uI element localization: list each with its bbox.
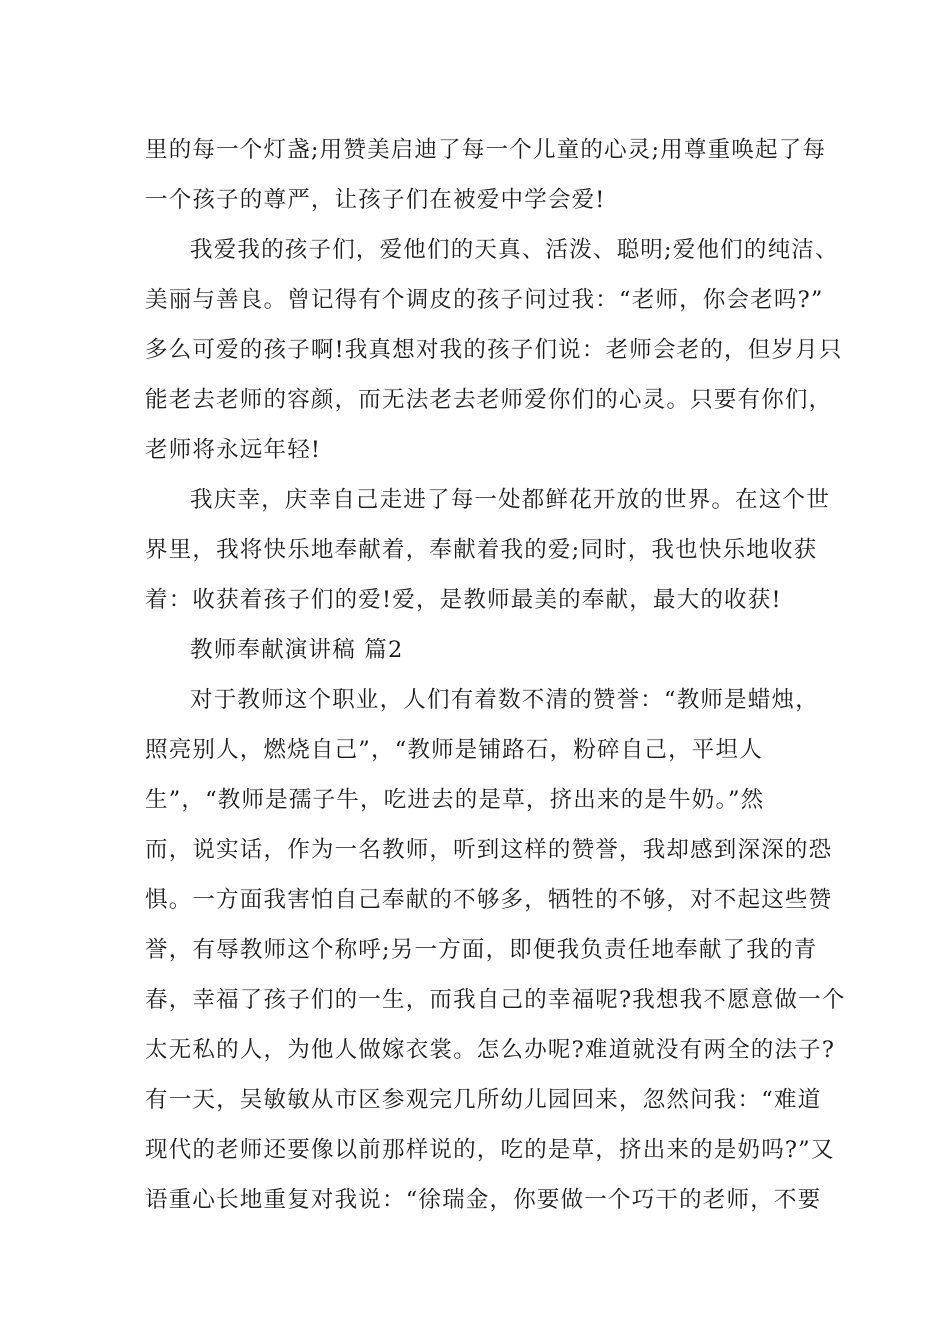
text-line: 里的每一个灯盏;用赞美启迪了每一个儿童的心灵;用尊重唤起了每 [145,137,827,163]
section-heading: 教师奉献演讲稿 篇2 [190,637,404,663]
paragraph-start-line: 我庆幸，庆幸自己走进了每一处都鲜花开放的世界。在这个世 [190,487,830,513]
text-line: 而，说实话，作为一名教师，听到这样的赞誉，我却感到深深的恐 [145,837,833,863]
text-line: 照亮别人，燃烧自己”，“教师是铺路石，粉碎自己，平坦人 [145,737,763,763]
paragraph-start-line: 对于教师这个职业，人们有着数不清的赞誉：“教师是蜡烛， [190,687,819,713]
text-line: 现代的老师还要像以前那样说的，吃的是草，挤出来的是奶吗?”又 [145,1137,835,1163]
text-line: 界里，我将快乐地奉献着，奉献着我的爱;同时，我也快乐地收获 [145,537,818,563]
text-line: 能老去老师的容颜，而无法老去老师爱你们的心灵。只要有你们， [145,387,833,413]
text-line: 老师将永远年轻! [145,437,322,463]
text-line: 着：收获着孩子们的爱!爱，是教师最美的奉献，最大的收获! [145,587,782,613]
text-line: 春，幸福了孩子们的一生，而我自己的幸福呢?我想我不愿意做一个 [145,987,846,1013]
text-line: 有一天，吴敏敏从市区参观完几所幼儿园回来，忽然问我：“难道 [145,1087,822,1113]
text-line: 美丽与善良。曾记得有个调皮的孩子问过我：“老师，你会老吗?” [145,287,824,313]
text-line: 一个孩子的尊严，让孩子们在被爱中学会爱! [145,187,606,213]
paragraph-start-line: 我爱我的孩子们，爱他们的天真、活泼、聪明;爱他们的纯洁、 [190,237,839,263]
text-line: 誉，有辱教师这个称呼;另一方面，即便我负责任地奉献了我的青 [145,937,818,963]
text-line: 多么可爱的孩子啊!我真想对我的孩子们说：老师会老的，但岁月只 [145,337,843,363]
text-line: 太无私的人，为他人做嫁衣裳。怎么办呢?难道就没有两全的法子? [145,1037,836,1063]
text-line: 生”，“教师是孺子牛，吃进去的是草，挤出来的是牛奶。”然 [145,787,765,813]
text-line: 惧。一方面我害怕自己奉献的不够多，牺牲的不够，对不起这些赞 [145,887,833,913]
text-line: 语重心长地重复对我说：“徐瑞金，你要做一个巧干的老师，不要 [145,1187,822,1213]
